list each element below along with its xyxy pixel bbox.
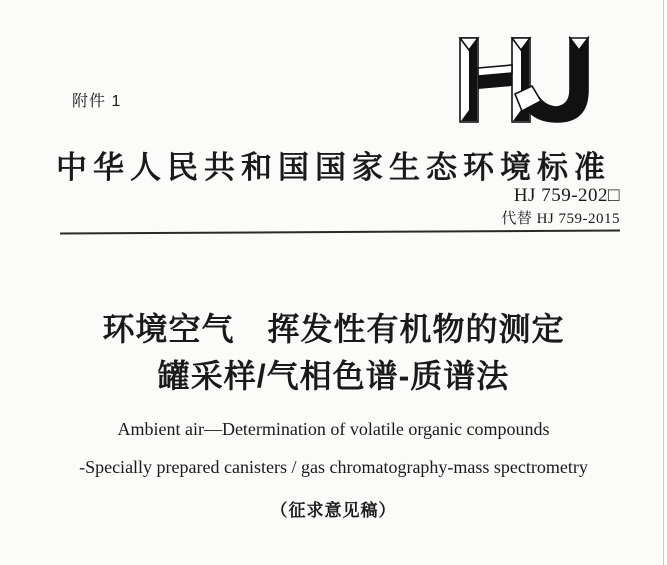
standard-code: HJ 759-202□ xyxy=(513,185,620,206)
scan-edge-line xyxy=(663,0,664,565)
hj-logo-icon xyxy=(452,30,592,130)
doc-title-cn-line2: 罐采样/气相色谱-质谱法 xyxy=(157,358,510,394)
draft-note: （征求意见稿） xyxy=(270,501,397,520)
standard-code-block xyxy=(501,185,620,228)
national-standard-header: 中华人民共和国国家生态环境标准 xyxy=(56,150,611,185)
doc-title-en-line2: -Specially prepared canisters / gas chromatography-mass spectrometry xyxy=(79,457,588,477)
attachment-label: 附件 1 xyxy=(72,93,122,110)
doc-title-en-line1: Ambient air—Determination of volatile organic compounds xyxy=(117,419,550,439)
replaces-note: 代替 HJ 759-2015 xyxy=(501,210,620,227)
header-rule xyxy=(60,230,620,235)
doc-title-cn xyxy=(0,306,667,400)
doc-title-cn-line1: 环境空气 挥发性有机物的测定 xyxy=(102,311,565,347)
